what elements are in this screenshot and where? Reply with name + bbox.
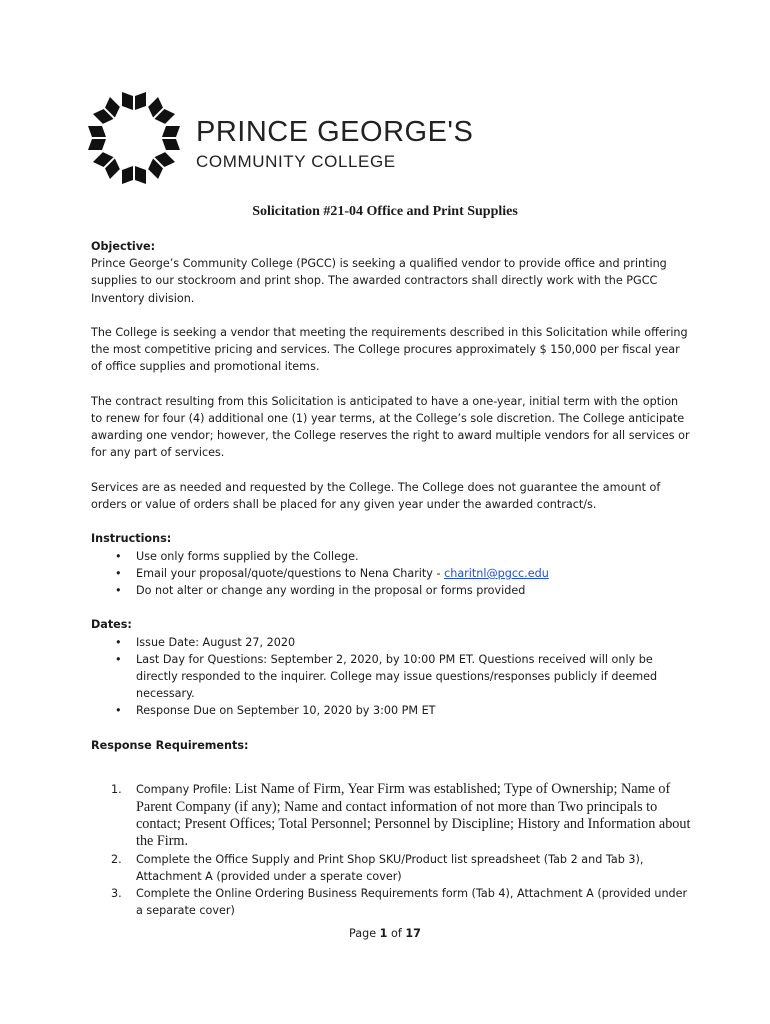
objective-heading: Objective: bbox=[91, 240, 156, 253]
list-item-text: Complete the Office Supply and Print Shop SKU/Product list spreadsheet (Tab 2 and Tab 3), Attachment A (provided under a sperate cover) bbox=[136, 852, 644, 884]
dates-heading: Dates: bbox=[91, 618, 132, 632]
page-footer bbox=[0, 927, 770, 940]
list-item: • Response Due on September 10, 2020 by 3:00 PM ET bbox=[91, 702, 691, 719]
logo-college-name: PRINCE GEORGE'S bbox=[196, 116, 474, 148]
list-item: • Use only forms supplied by the College. bbox=[91, 548, 691, 565]
response-requirements-list bbox=[91, 781, 691, 919]
email-instruction-text: Email your proposal/quote/questions to Nena Charity - bbox=[136, 566, 445, 580]
page-current: 1 bbox=[379, 927, 388, 940]
page-total: 17 bbox=[405, 927, 421, 940]
instructions-list bbox=[91, 548, 691, 600]
book-ring-logo-icon bbox=[86, 90, 186, 190]
company-profile-label: Company Profile: bbox=[136, 783, 235, 797]
objective-paragraph-2: The College is seeking a vendor that meeting the requirements described in this Solicitation while offering the most competitive pricing and services. The College procures approximately $ 150,000 per fiscal year of office supplies and promotional items. bbox=[91, 326, 688, 374]
response-requirements-heading: Response Requirements: bbox=[91, 738, 249, 752]
list-item bbox=[91, 781, 691, 851]
dates-list bbox=[91, 634, 691, 720]
list-number: 1. bbox=[111, 783, 122, 797]
objective-paragraph-4: Services are as needed and requested by the College. The College does not guarantee the amount of orders or value of orders shall be placed for any given year under the awarded contract/s. bbox=[91, 480, 661, 511]
list-item-text: Complete the Online Ordering Business Requirements form (Tab 4), Attachment A (provided under a separate cover) bbox=[136, 887, 688, 918]
logo-college-subname: COMMUNITY COLLEGE bbox=[196, 152, 396, 171]
list-item: • Last Day for Questions: September 2, 2020, by 10:00 PM ET. Questions received will only be directly responded to the inquirer. College may issue questions/responses publicly if deemed necessary. bbox=[91, 651, 691, 703]
company-profile-text: List Name of Firm, Year Firm was established; Type of Ownership; Name of Parent Company (if any); Name and contact information of not more than Two principals to contact; Present Offices; Total Personnel; Personnel by Discipline; History and Information about the Firm. bbox=[136, 781, 691, 850]
email-link[interactable]: charitnl@pgcc.edu bbox=[444, 566, 549, 580]
document-title: Solicitation #21-04 Office and Print Supplies bbox=[252, 204, 518, 219]
college-logo bbox=[86, 90, 474, 190]
list-number: 2. bbox=[111, 852, 122, 866]
list-item: • Issue Date: August 27, 2020 bbox=[91, 634, 691, 651]
list-item bbox=[91, 565, 691, 582]
list-item bbox=[91, 851, 691, 885]
list-item bbox=[91, 885, 691, 919]
document-body bbox=[91, 238, 691, 920]
list-item: • Do not alter or change any wording in the proposal or forms provided bbox=[91, 582, 691, 599]
list-number: 3. bbox=[111, 887, 122, 901]
instructions-heading: Instructions: bbox=[91, 532, 172, 546]
objective-paragraph-1: Prince George’s Community College (PGCC) is seeking a qualified vendor to provide office and printing supplies to our stockroom and print shop. The awarded contractors shall directly work with the PGCC Inventory division. bbox=[91, 257, 667, 305]
objective-paragraph-3: The contract resulting from this Solicitation is anticipated to have a one-year, initial term with the option to renew for four (4) additional one (1) year terms, at the College’s sole discretion. The College anticipate awarding one vendor; however, the College reserves the right to award multiple vendors for all services or for any part of services. bbox=[91, 394, 690, 460]
page-word: Page bbox=[349, 927, 377, 940]
of-word: of bbox=[391, 927, 402, 940]
